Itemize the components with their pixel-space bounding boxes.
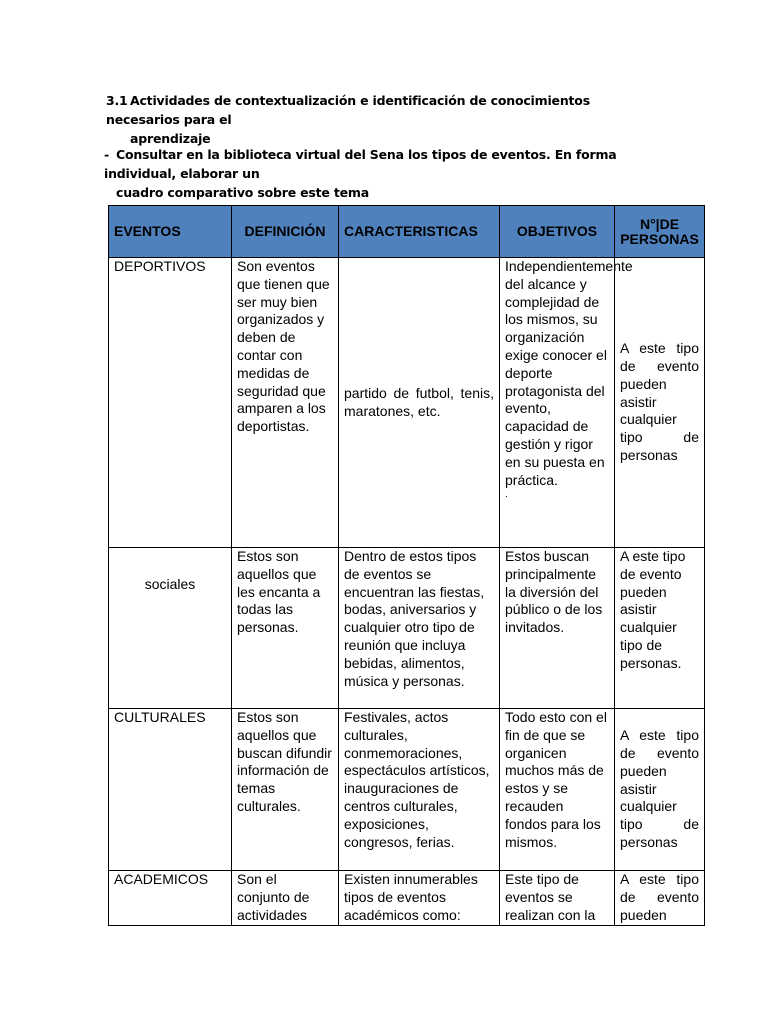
- header-personas: N°|DE PERSONAS: [615, 206, 705, 258]
- table-header-row: [109, 206, 705, 258]
- header-definicion: DEFINICIÓN: [232, 206, 339, 258]
- cell-definicion: Son eventos que tienen que ser muy bien organizados y deben de contar con medidas de seguridad que amparen a los deportistas.: [232, 258, 339, 548]
- instruction-line1: Consultar en la biblioteca virtual del Sena los tipos de eventos. En forma individual, elaborar un: [104, 147, 617, 181]
- cell-evento: ACADEMICOS: [109, 871, 232, 926]
- cell-personas: A este tipo de evento pueden asistir cualquier tipo de personas: [615, 709, 705, 871]
- cell-personas: A este tipo de evento pueden asistir cualquier tipo de personas: [615, 258, 705, 548]
- instruction-paragraph: [104, 145, 684, 202]
- table-row: [109, 871, 705, 926]
- section-number: 3.1: [106, 93, 128, 108]
- cell-caracteristicas: Festivales, actos culturales, conmemoraciones, espectáculos artísticos, inauguraciones de centros culturales, exposiciones, congresos, ferias.: [339, 709, 500, 871]
- cell-evento: sociales: [109, 548, 232, 709]
- table-row: [109, 258, 705, 548]
- cell-caracteristicas: Existen innumerables tipos de eventos académicos como:: [339, 871, 500, 926]
- cell-personas: A este tipo de evento pueden asistir cualquier tipo de personas.: [615, 548, 705, 709]
- comparison-table: [108, 205, 705, 926]
- instruction-line2: cuadro comparativo sobre este tema: [116, 185, 369, 200]
- cell-objetivos: [500, 258, 633, 548]
- cell-caracteristicas: partido de futbol, tenis, maratones, etc.: [339, 258, 500, 548]
- section-heading: [106, 91, 666, 148]
- header-caracteristicas: CARACTERISTICAS: [339, 206, 500, 258]
- cell-objetivos: Estos buscan principalmente la diversión del público o de los invitados.: [500, 548, 615, 709]
- cell-objetivos-text: Independientemente del alcance y complejidad de los mismos, su organización exige conocer el deporte protagonista del evento, capacidad de gestión y rigor en su puesta en práctica.: [505, 258, 633, 488]
- cell-evento: DEPORTIVOS: [109, 258, 232, 548]
- cell-caracteristicas: Dentro de estos tipos de eventos se encuentran las fiestas, bodas, aniversarios y cualquier otro tipo de reunión que incluya bebidas, alimentos, música y personas.: [339, 548, 500, 709]
- section-heading-line2: aprendizaje: [130, 131, 211, 146]
- section-heading-line1: Actividades de contextualización e identificación de conocimientos necesarios para el: [106, 93, 590, 127]
- cell-definicion: Estos son aquellos que les encanta a todas las personas.: [232, 548, 339, 709]
- cell-definicion: Son el conjunto de actividades: [232, 871, 339, 926]
- cell-objetivos: Todo esto con el fin de que se organicen muchos más de estos y se recauden fondos para los mismos.: [500, 709, 615, 871]
- table-row: [109, 548, 705, 709]
- cell-objetivos: Este tipo de eventos se realizan con la: [500, 871, 615, 926]
- header-eventos: EVENTOS: [109, 206, 232, 258]
- table-row: [109, 709, 705, 871]
- header-objetivos: OBJETIVOS: [500, 206, 615, 258]
- cell-definicion: Estos son aquellos que buscan difundir información de temas culturales.: [232, 709, 339, 871]
- bullet-dash: -: [104, 147, 109, 162]
- cell-personas: A este tipo de evento pueden: [615, 871, 705, 926]
- cell-objetivos-dot: .: [505, 489, 508, 501]
- cell-evento: CULTURALES: [109, 709, 232, 871]
